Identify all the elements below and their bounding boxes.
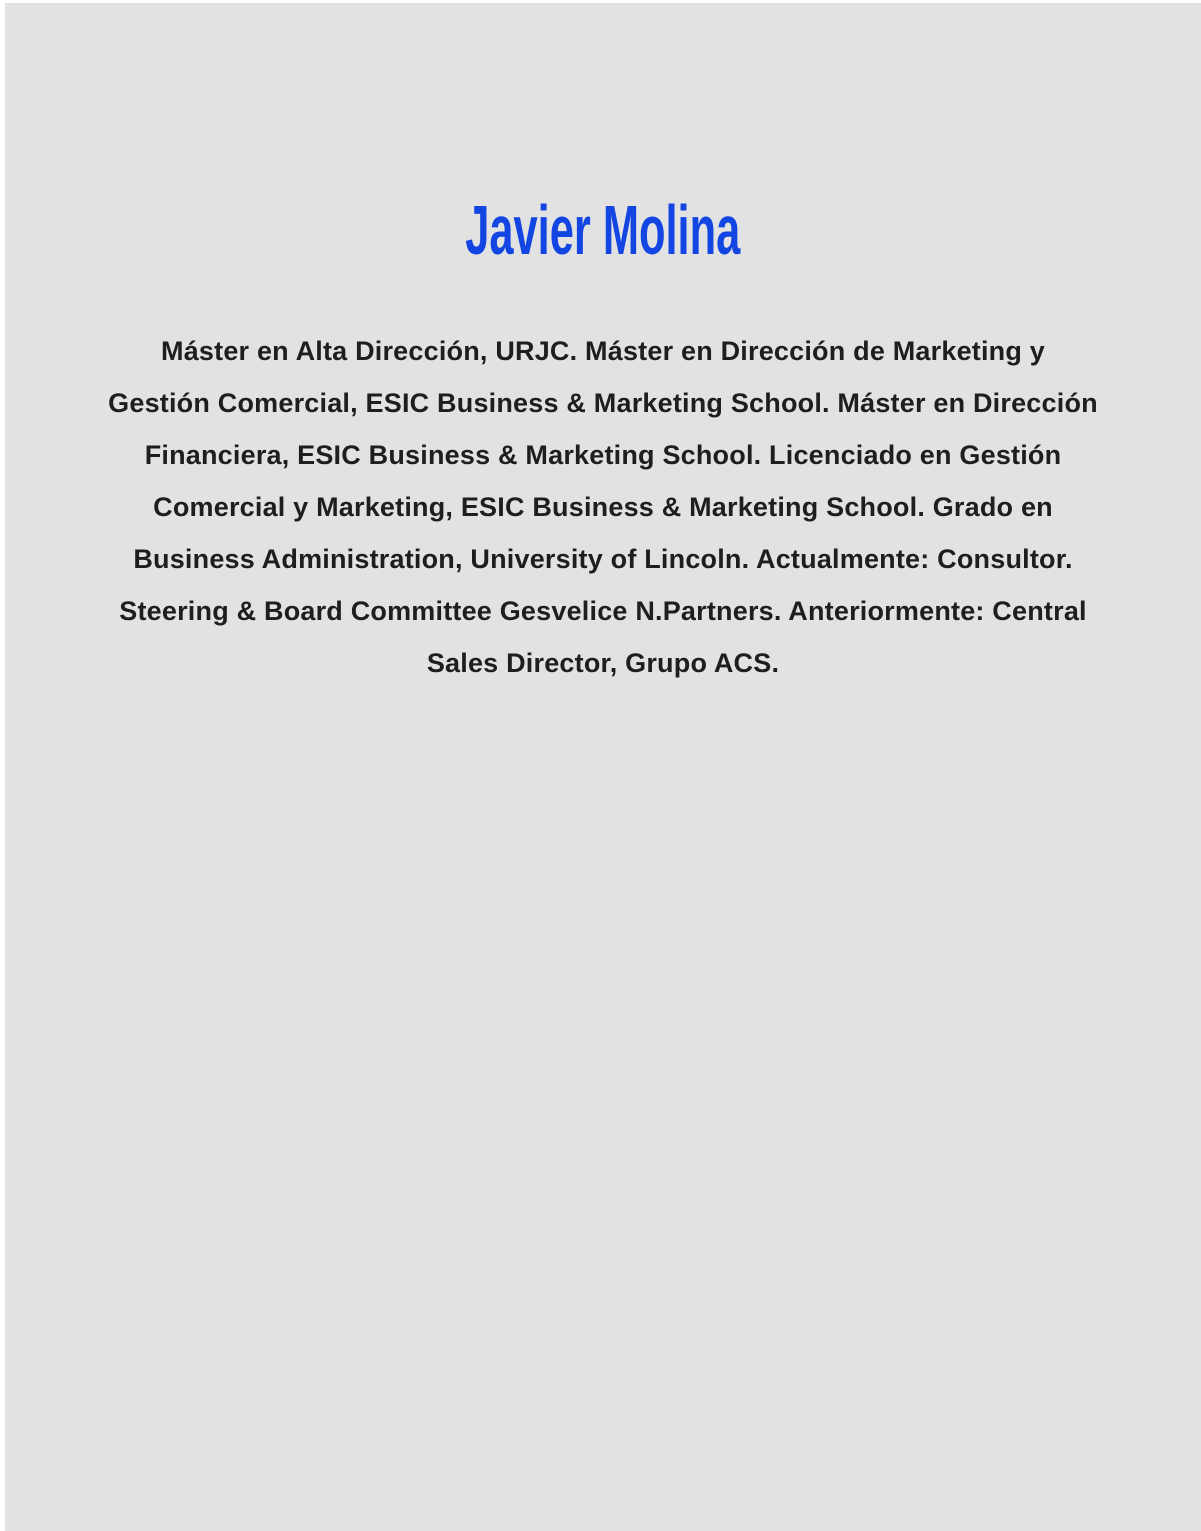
- bio-line: Gestión Comercial, ESIC Business & Marketing School. Máster en Dirección: [108, 388, 1098, 418]
- bio-line: Comercial y Marketing, ESIC Business & Marketing School. Grado en: [153, 492, 1053, 522]
- bio-line: Steering & Board Committee Gesvelice N.Partners. Anteriormente: Central: [119, 596, 1087, 626]
- bio-line: Sales Director, Grupo ACS.: [426, 648, 780, 678]
- page-title-text: Javier Molina: [465, 191, 741, 269]
- bio-line: Business Administration, University of Lincoln. Actualmente: Consultor.: [133, 544, 1073, 574]
- bio-line: Máster en Alta Dirección, URJC. Máster en Dirección de Marketing y: [161, 336, 1045, 366]
- page-background: [5, 3, 1201, 1531]
- bio-line: Financiera, ESIC Business & Marketing School. Licenciado en Gestión: [144, 440, 1062, 470]
- bio-paragraph: [5, 325, 1201, 689]
- page-title: [5, 191, 1201, 269]
